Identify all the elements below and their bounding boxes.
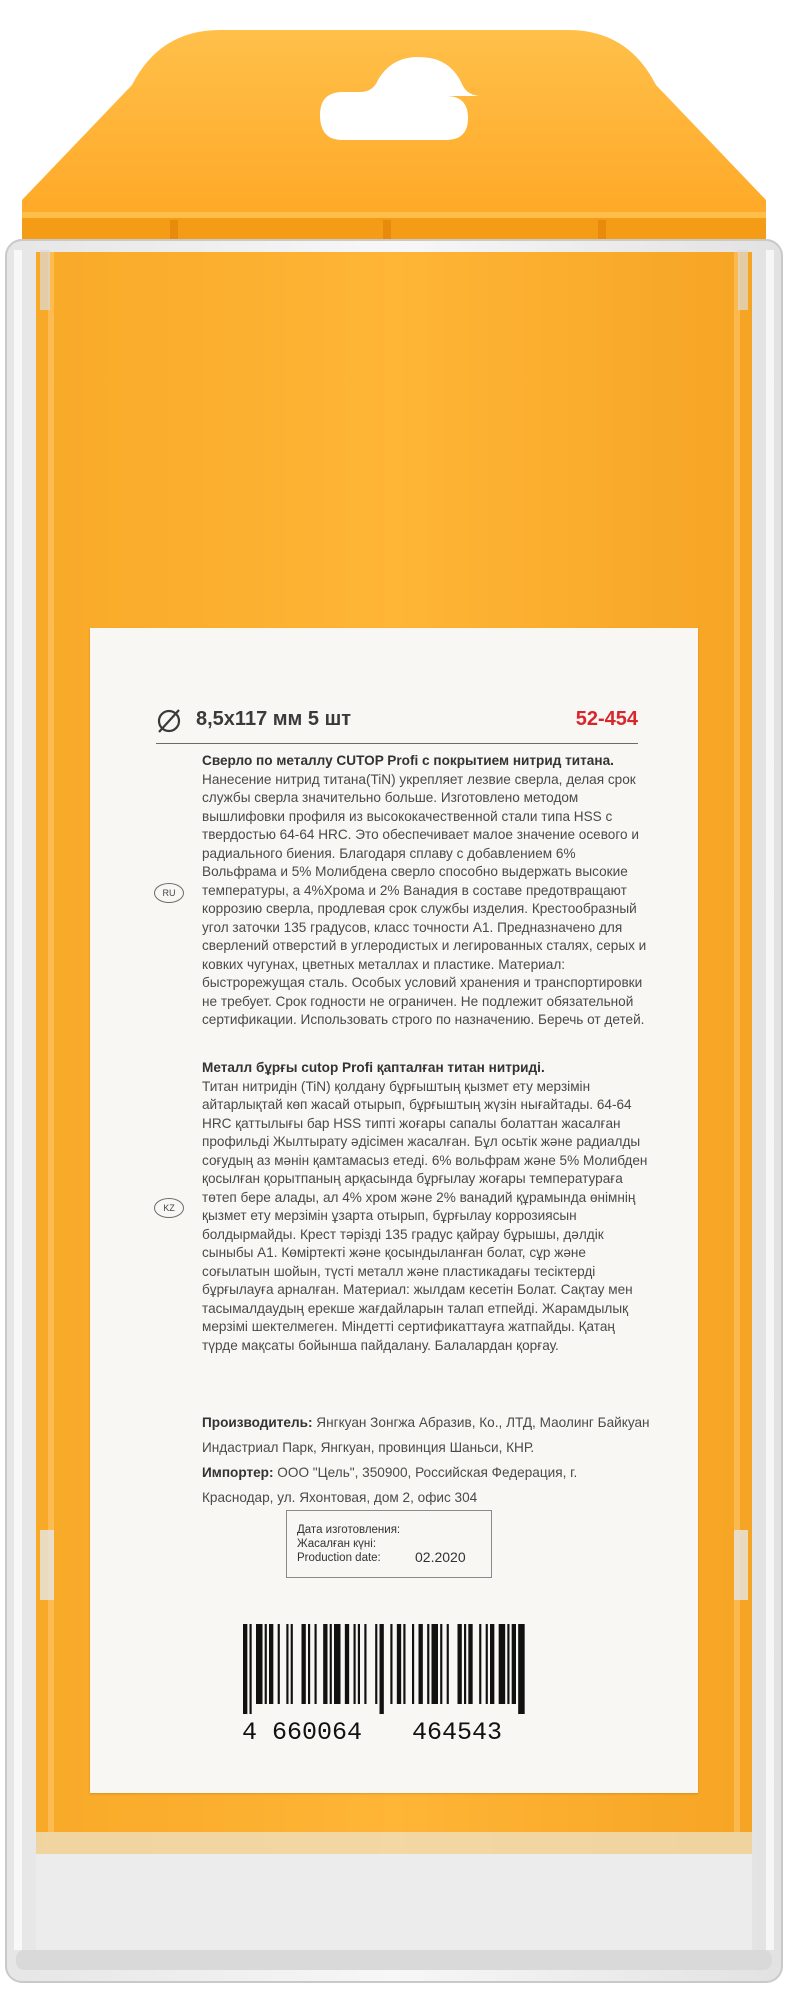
barcode-bar <box>490 1624 494 1704</box>
barcode-bar <box>458 1624 462 1704</box>
barcode-bar <box>269 1624 273 1704</box>
barcode-bar <box>464 1624 466 1704</box>
importer-label: Импортер: <box>202 1465 274 1480</box>
product-title: 8,5x117 мм 5 шт <box>196 708 352 730</box>
barcode-bar <box>330 1624 332 1704</box>
barcode-bar <box>427 1624 429 1704</box>
barcode-bar <box>479 1624 481 1704</box>
barcode-bar <box>278 1624 280 1704</box>
barcode-bar <box>323 1624 327 1704</box>
date-label-en: Production date: <box>297 1552 381 1564</box>
barcode-bar <box>286 1624 288 1704</box>
barcode-bar <box>265 1624 267 1704</box>
manufacturer-text: Янгкуан Зонгжа Абразив, Ко., ЛТД, Маолинг Байкуан Индастриал Парк, Янгкуан, провинция Шаньси, КНР. <box>202 1415 650 1455</box>
barcode-bar <box>375 1624 377 1704</box>
barcode-bar <box>507 1624 509 1704</box>
description-ru-body: Нанесение нитрид титана(TiN) укрепляет лезвие сверла, делая срок службы сверла значительно больше. Изготовлено методом вышлифовки профиля из высококачественной стали типа HSS с твердостью 64-64 HRC. Это обеспечивает малое значение осевого и радиального биения. Благодаря сплаву с добавлением 6% Вольфрама и 5% Молибдена сверло способно выдержать высокие температуры, а 4%Хрома и 2% Ванадия в составе предотвращают коррозию сверла, продлевая срок службы изделия. Крестообразный угол заточки 135 градусов, класс точности А1. Предназначено для сверлений отверстий в углеродистых и легированных сталях, серых и ковких чугунах, цветных металлах и пластике. Материал: быстрорежущая сталь. Особых условий хранения и транспортировки не требует. Срок годности не ограничен. Не подлежит обязательной сертификации. Использовать строго по назначению. Беречь от детей. <box>202 771 647 1027</box>
description-ru-heading: Сверло по металлу CUTOP Profi с покрытием нитрид титана. <box>202 753 614 768</box>
barcode-bar <box>291 1624 293 1704</box>
barcode-bar <box>403 1624 405 1704</box>
date-label-kz: Жасалған күні: <box>297 1538 377 1550</box>
ru-language-badge: RU <box>154 883 184 903</box>
production-date-labels <box>297 1523 400 1565</box>
barcode-bar <box>499 1624 506 1704</box>
barcode-bar <box>432 1624 439 1704</box>
barcode-digit-group-3: 464543 <box>412 1718 503 1747</box>
barcode-bar <box>302 1624 306 1704</box>
production-date-value: 02.2020 <box>415 1549 466 1565</box>
description-kz <box>202 1059 652 1355</box>
barcode-digit-group-2: 660064 <box>272 1718 363 1747</box>
barcode-bar <box>447 1624 449 1704</box>
barcode-bar <box>468 1624 472 1704</box>
importer-text: ООО "Цель", 350900, Российская Федерация, г. Краснодар, ул. Яхонтовая, дом 2, офис 304 <box>202 1465 578 1505</box>
barcode-bar <box>358 1624 360 1704</box>
barcode-bar <box>419 1624 423 1704</box>
barcode-bar <box>380 1624 384 1714</box>
description-kz-heading: Металл бұрғы cutop Profi қапталған титан нитриді. <box>202 1060 545 1075</box>
barcode-bar <box>345 1624 349 1704</box>
production-date-box <box>286 1510 492 1578</box>
barcode-digit-group-1: 4 <box>242 1718 258 1747</box>
barcode-bar <box>334 1624 341 1704</box>
barcode <box>243 1624 529 1714</box>
kz-language-badge: KZ <box>154 1198 184 1218</box>
barcode-bar <box>486 1624 488 1704</box>
barcode-bar <box>315 1624 317 1704</box>
manufacturer-label: Производитель: <box>202 1415 313 1430</box>
title-row <box>156 708 638 738</box>
barcode-bar <box>250 1624 252 1714</box>
article-number: 52-454 <box>575 708 638 730</box>
barcode-bar <box>256 1624 263 1704</box>
diameter-icon <box>156 708 182 734</box>
barcode-digits <box>242 1718 542 1748</box>
barcode-bar <box>308 1624 310 1704</box>
barcode-bar <box>354 1624 356 1704</box>
barcode-bar <box>412 1624 414 1704</box>
barcode-bar <box>518 1624 525 1714</box>
barcode-bar <box>440 1624 442 1704</box>
date-label-ru: Дата изготовления: <box>297 1524 401 1536</box>
barcode-bar <box>512 1624 516 1704</box>
barcode-bar <box>397 1624 401 1704</box>
description-ru <box>202 752 652 1030</box>
title-divider <box>156 743 638 744</box>
barcode-bar <box>390 1624 392 1704</box>
barcode-bar <box>364 1624 366 1704</box>
product-label <box>90 628 698 1793</box>
manufacturer-info <box>202 1410 652 1510</box>
barcode-bar <box>243 1624 247 1714</box>
description-kz-body: Титан нитридін (TiN) қолдану бұрғыштың қызмет ету мерзімін айтарлықтай көп жасай отырып, бұрғыштың жүзін нығайтады. 64-64 HRC қаттылығы бар HSS типті жоғары сапалы болаттан жасалған профильді Жылтырату әдісімен жасалған. Бұл осьтік және радиалды соғудың аз мәнін қамтамасыз етеді. 6% вольфрам және 5% Молибден қосылған қорытпаның арқасында бұрғылау жоғары температураға төтеп бере алады, ал 4% хром және 2% ванадий құрамында өнімнің қызмет ету мерзімін ұзарта отырып, бұрғылау коррозиясын болдырмайды. Крест тәрізді 135 градус қайрау бұрышы, дәлдік сыныбы А1. Көміртекті және қосындыланған болат, сұр және соғылатын шойын, түсті металл және пластикадағы тесіктерді бұрғылауға арналған. Материал: жылдам кесетін Болат. Сақтау мен тасымалдаудың ерекше жағдайларын талап етпейді. Жарамдылық мерзімі шектелмеген. Міндетті сертификаттауға жатпайды. Қатаң түрде мақсаты бойынша пайдалану. Балалардан қорғау. <box>202 1078 648 1353</box>
